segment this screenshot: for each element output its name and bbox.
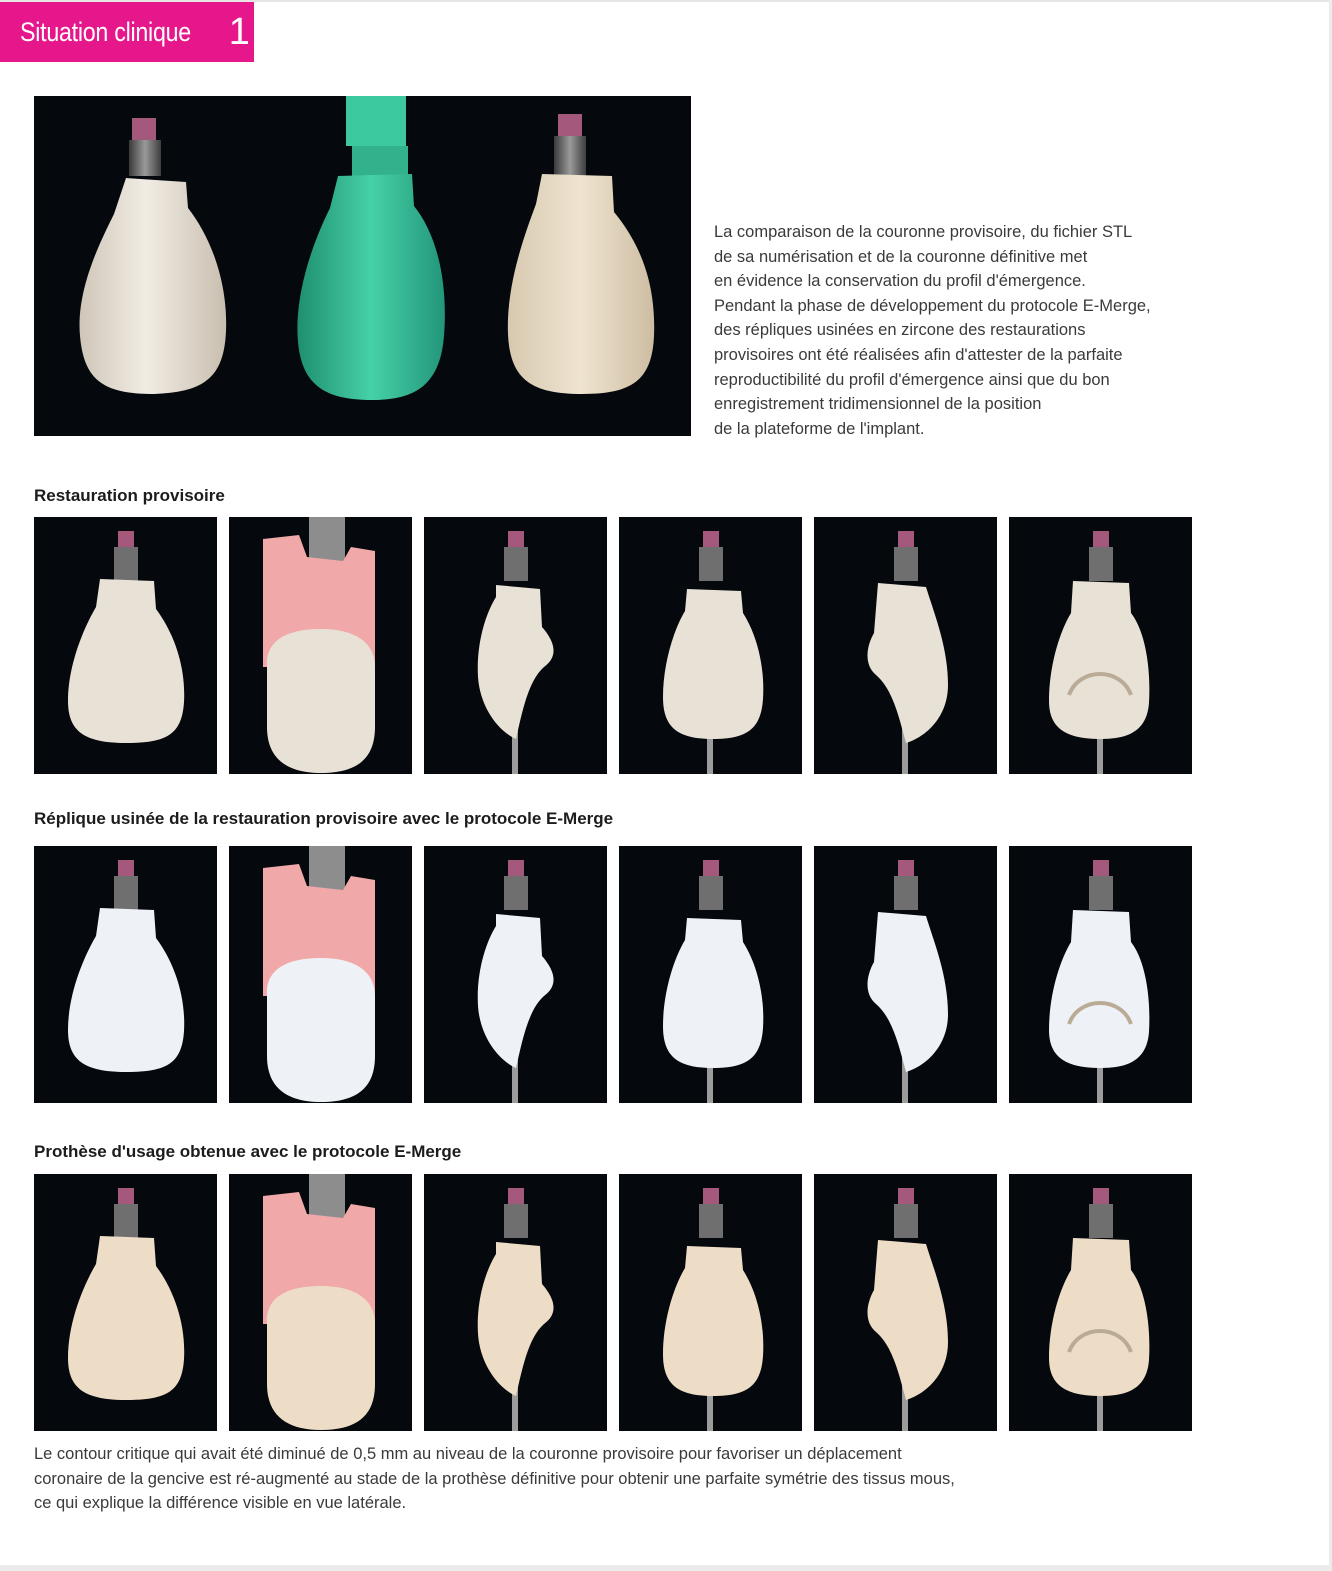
section-tag bbox=[0, 2, 254, 62]
crown-illustration bbox=[229, 1174, 412, 1431]
crown-photo bbox=[1009, 846, 1192, 1103]
crown-photo bbox=[1009, 1174, 1192, 1431]
intro-line: de la plateforme de l'implant. bbox=[714, 419, 925, 438]
crown-photo bbox=[814, 846, 997, 1103]
crown-illustration bbox=[34, 517, 217, 774]
crown-photo bbox=[424, 846, 607, 1103]
section-title-definitive: Prothèse d'usage obtenue avec le protocole E-Merge bbox=[34, 1142, 462, 1161]
tag-number: 1 bbox=[228, 10, 250, 53]
intro-paragraph bbox=[714, 220, 1194, 441]
photo-row-definitive bbox=[34, 1174, 1194, 1431]
figure-caption bbox=[34, 1442, 1134, 1516]
crown-illustration bbox=[619, 846, 802, 1103]
crown-photo bbox=[1009, 517, 1192, 774]
hero-photo bbox=[34, 96, 691, 436]
crown-photo bbox=[814, 517, 997, 774]
crown-illustration bbox=[814, 846, 997, 1103]
crown-photo bbox=[424, 517, 607, 774]
intro-line: enregistrement tridimensionnel de la position bbox=[714, 395, 1042, 414]
crown-photo bbox=[229, 1174, 412, 1431]
intro-line: La comparaison de la couronne provisoire, du fichier STL bbox=[714, 223, 1133, 241]
crown-photo bbox=[34, 517, 217, 774]
hero-crowns-illustration bbox=[34, 96, 691, 436]
crown-illustration bbox=[229, 846, 412, 1103]
crown-illustration bbox=[1009, 1174, 1192, 1431]
crown-illustration bbox=[814, 517, 997, 774]
crown-illustration bbox=[34, 846, 217, 1103]
crown-illustration bbox=[619, 517, 802, 774]
intro-line: en évidence la conservation du profil d'émergence. bbox=[714, 272, 1086, 291]
caption-line: coronaire de la gencive est ré-augmenté au stade de la prothèse définitive pour obtenir une parfaite symétrie des tissus mous, bbox=[34, 1469, 955, 1488]
crown-illustration bbox=[814, 1174, 997, 1431]
crown-illustration bbox=[424, 846, 607, 1103]
crown-photo bbox=[34, 1174, 217, 1431]
crown-photo bbox=[424, 1174, 607, 1431]
intro-line: reproductibilité du profil d'émergence ainsi que du bon bbox=[714, 370, 1110, 389]
photo-row-provisional bbox=[34, 517, 1194, 774]
page-edge bbox=[0, 1565, 1332, 1571]
crown-illustration bbox=[424, 1174, 607, 1431]
tag-label: Situation clinique bbox=[20, 16, 191, 47]
crown-photo bbox=[619, 1174, 802, 1431]
photo-row-milled-replica bbox=[34, 846, 1194, 1103]
crown-photo bbox=[34, 846, 217, 1103]
crown-illustration bbox=[424, 517, 607, 774]
section-title-provisional: Restauration provisoire bbox=[34, 486, 225, 505]
crown-photo bbox=[814, 1174, 997, 1431]
intro-line: de sa numérisation et de la couronne définitive met bbox=[714, 247, 1088, 266]
caption-line: Le contour critique qui avait été diminué de 0,5 mm au niveau de la couronne provisoire pour favoriser un déplacement bbox=[34, 1445, 902, 1463]
crown-photo bbox=[619, 846, 802, 1103]
intro-line: provisoires ont été réalisées afin d'attester de la parfaite bbox=[714, 345, 1123, 364]
crown-photo bbox=[619, 517, 802, 774]
crown-illustration bbox=[1009, 517, 1192, 774]
crown-illustration bbox=[1009, 846, 1192, 1103]
crown-illustration bbox=[619, 1174, 802, 1431]
crown-illustration bbox=[229, 517, 412, 774]
section-title-milled-replica: Réplique usinée de la restauration provisoire avec le protocole E-Merge bbox=[34, 809, 614, 828]
crown-illustration bbox=[34, 1174, 217, 1431]
crown-photo bbox=[229, 517, 412, 774]
caption-line: ce qui explique la différence visible en vue latérale. bbox=[34, 1494, 407, 1513]
crown-photo bbox=[229, 846, 412, 1103]
intro-line: Pendant la phase de développement du protocole E-Merge, bbox=[714, 296, 1151, 315]
intro-line: des répliques usinées en zircone des restaurations bbox=[714, 321, 1086, 340]
